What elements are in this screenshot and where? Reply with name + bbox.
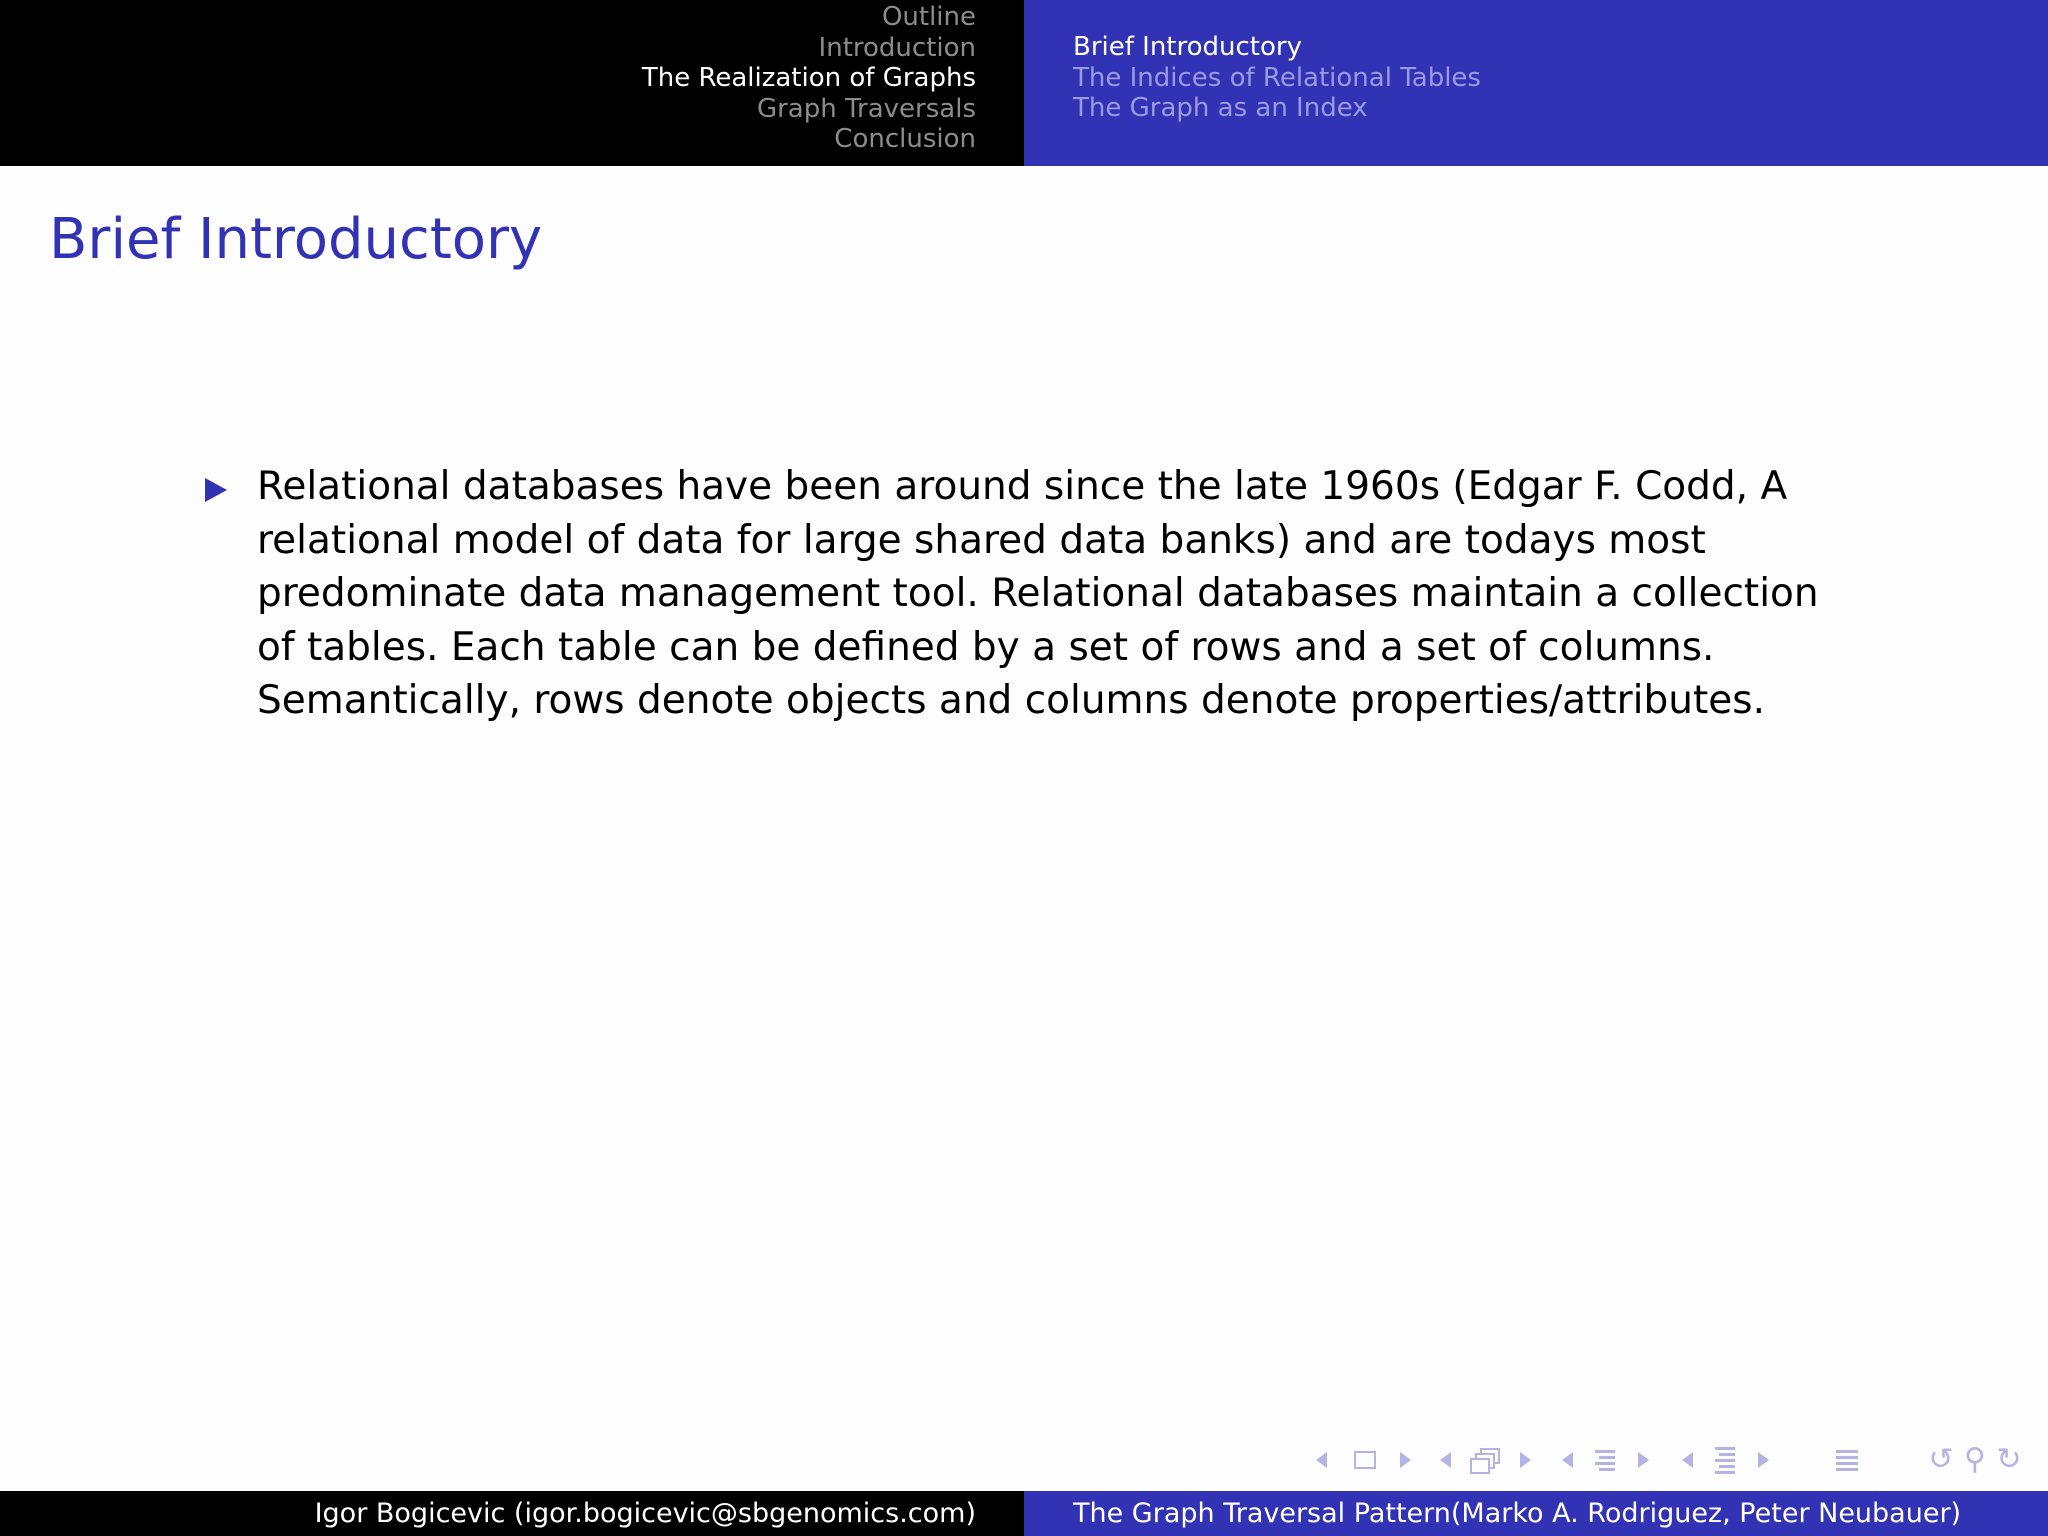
header-sections-panel bbox=[0, 0, 1024, 166]
nav-prev-subsection-icon[interactable] bbox=[1556, 1440, 1578, 1480]
nav-subsection-icon[interactable] bbox=[1590, 1440, 1620, 1480]
subsection-link-graph-as-index[interactable]: The Graph as an Index bbox=[1073, 93, 1368, 123]
section-link-introduction[interactable]: Introduction bbox=[818, 32, 976, 63]
beamer-navigation-symbols bbox=[1310, 1440, 2030, 1480]
footer-author-panel bbox=[0, 1491, 1024, 1536]
frame-content bbox=[205, 460, 1865, 728]
section-navigation bbox=[642, 2, 976, 155]
footer-author: Igor Bogicevic (igor.bogicevic@sbgenomics.com) bbox=[314, 1498, 976, 1529]
nav-search-icon[interactable]: ⚲ bbox=[1964, 1442, 1986, 1477]
header-subsections-panel bbox=[1024, 0, 2048, 166]
nav-section-icon[interactable] bbox=[1710, 1440, 1740, 1480]
bullet-triangle-icon bbox=[205, 478, 227, 502]
nav-forward-icon[interactable]: ↻ bbox=[1996, 1442, 2022, 1477]
footer-title-panel bbox=[1024, 1491, 2048, 1536]
section-link-realization-of-graphs[interactable]: The Realization of Graphs bbox=[641, 63, 976, 93]
section-link-graph-traversals[interactable]: Graph Traversals bbox=[756, 93, 976, 124]
footer-title: The Graph Traversal Pattern(Marko A. Rodriguez, Peter Neubauer) bbox=[1073, 1498, 1962, 1529]
nav-prev-slide-icon[interactable] bbox=[1310, 1440, 1332, 1480]
section-link-outline[interactable]: Outline bbox=[881, 2, 976, 32]
nav-slide-icon[interactable] bbox=[1350, 1440, 1380, 1480]
subsection-navigation bbox=[1073, 32, 1481, 124]
nav-prev-section-icon[interactable] bbox=[1676, 1440, 1698, 1480]
nav-document-icon[interactable] bbox=[1832, 1440, 1862, 1480]
bullet-item bbox=[205, 460, 1865, 728]
subsection-link-brief-introductory[interactable]: Brief Introductory bbox=[1073, 32, 1302, 62]
nav-frame-icon[interactable] bbox=[1468, 1440, 1502, 1480]
subsection-link-indices-of-relational-tables[interactable]: The Indices of Relational Tables bbox=[1073, 62, 1481, 93]
header bbox=[0, 0, 2048, 166]
frame-title: Brief Introductory bbox=[49, 207, 543, 272]
bullet-text: Relational databases have been around since the late 1960s (Edgar F. Codd, A relational model of data for large shared data banks) and are todays most predominate data management tool. Relational databases maintain a collection of tables. Each table can be defined by a set of rows and a set of columns. Semantically, rows denote objects and columns denote properties/attributes. bbox=[257, 464, 1819, 723]
nav-next-slide-icon[interactable] bbox=[1394, 1440, 1416, 1480]
nav-prev-frame-icon[interactable] bbox=[1434, 1440, 1456, 1480]
nav-next-frame-icon[interactable] bbox=[1514, 1440, 1536, 1480]
nav-next-subsection-icon[interactable] bbox=[1632, 1440, 1654, 1480]
section-link-conclusion[interactable]: Conclusion bbox=[834, 124, 976, 154]
nav-next-section-icon[interactable] bbox=[1752, 1440, 1774, 1480]
nav-back-icon[interactable]: ↺ bbox=[1928, 1442, 1954, 1477]
